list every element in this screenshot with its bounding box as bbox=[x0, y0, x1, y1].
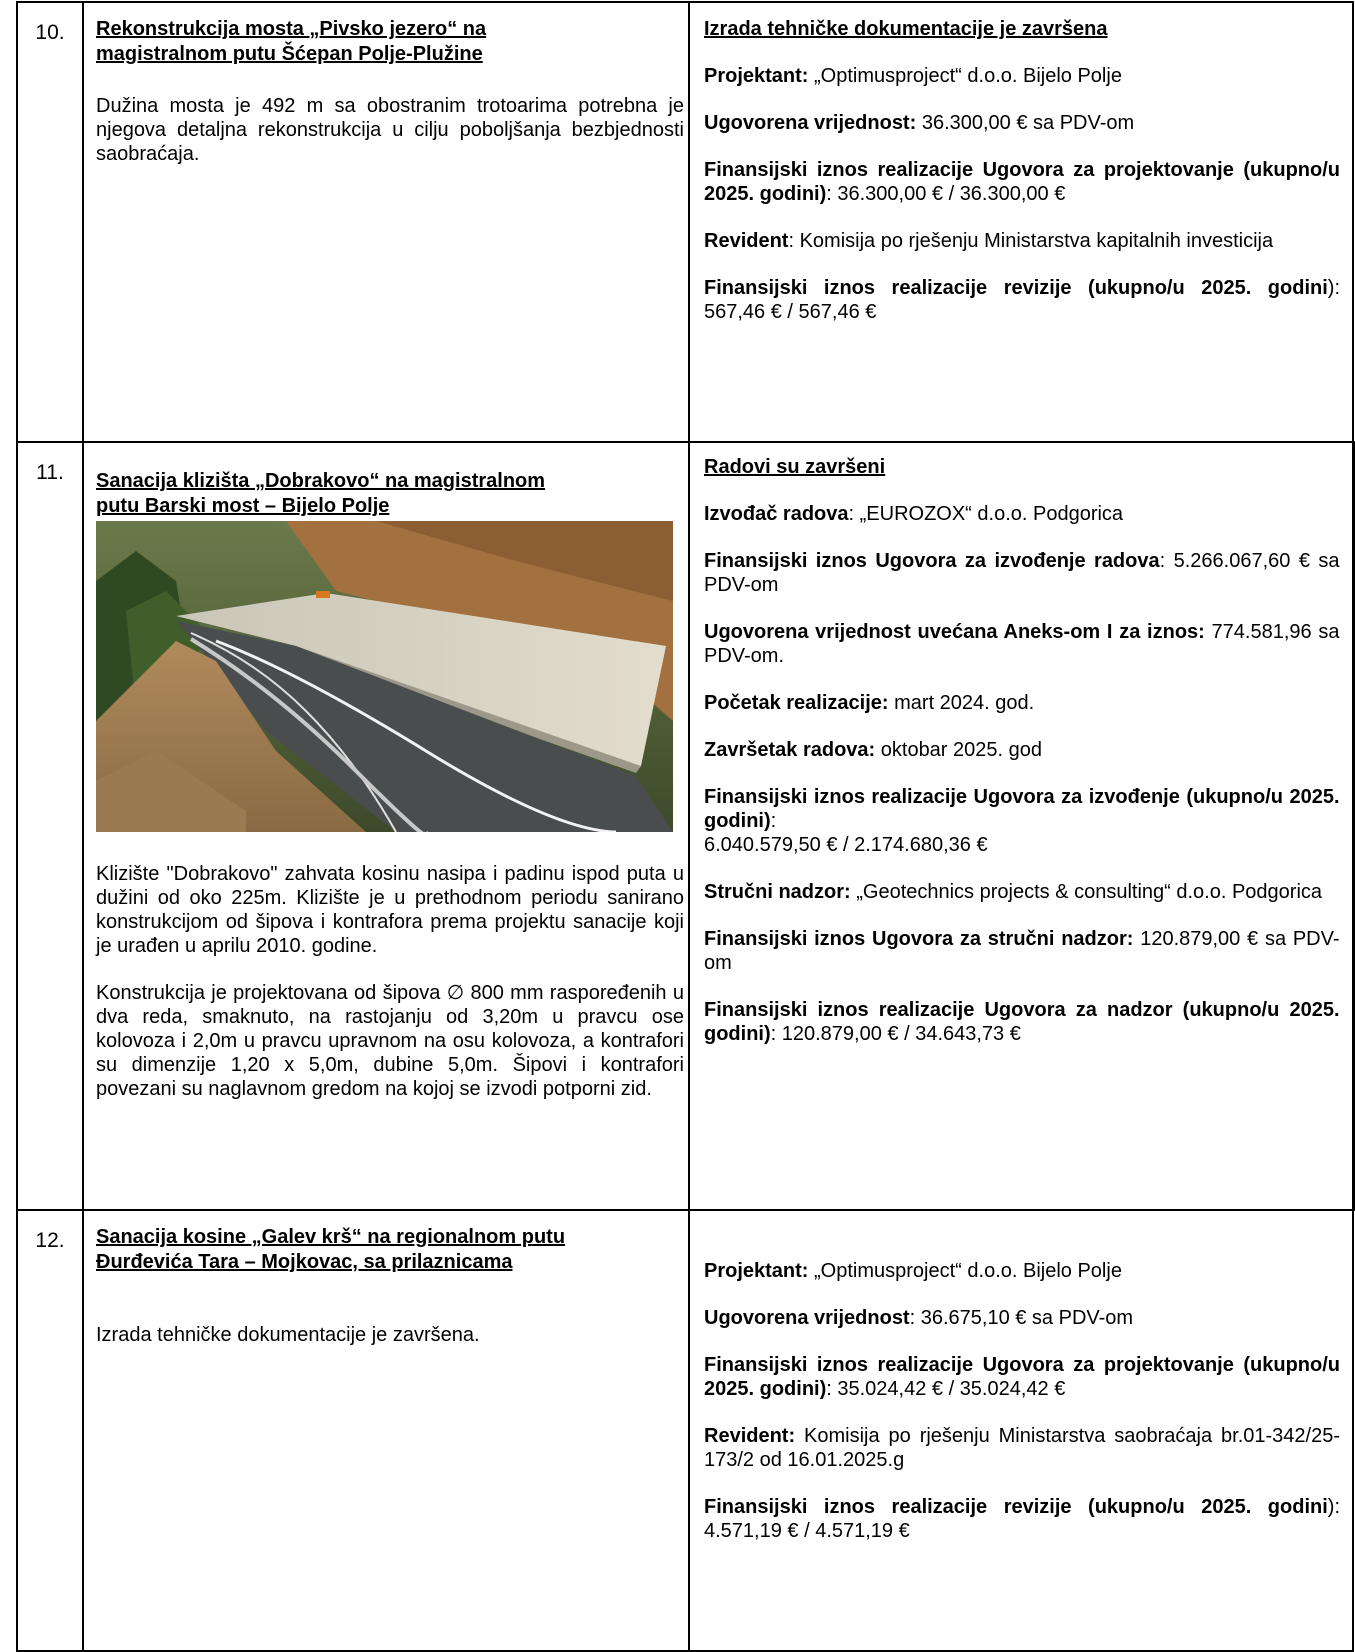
status-cell bbox=[689, 442, 1353, 1210]
field-design-financial: Finansijski iznos realizacije Ugovora za projektovanje (ukupno/u 2025. godini): 35.024,42 € / 35.024,42 € bbox=[704, 1354, 1340, 1400]
project-description: Izrada tehničke dokumentacije je završena. bbox=[96, 1324, 480, 1346]
project-cell bbox=[83, 442, 689, 1210]
project-title: Rekonstrukcija mosta „Pivsko jezero“ na bbox=[96, 18, 487, 40]
field-review-financial: Finansijski iznos realizacije revizije (ukupno/u 2025. godini): 4.571,19 € / 4.571,19 € bbox=[704, 1496, 1340, 1542]
project-title: magistralnom putu Šćepan Polje-Plužine bbox=[96, 43, 483, 65]
field-annex-value: Ugovorena vrijednost uvećana Aneks-om I za iznos: 774.581,96 sa PDV-om. bbox=[704, 621, 1340, 667]
field-contract-value: Ugovorena vrijednost: 36.675,10 € sa PDV-om bbox=[704, 1307, 1134, 1329]
table-row bbox=[17, 442, 1353, 1210]
project-description: Dužina mosta je 492 m sa obostranim trotoarima potrebna je njegova detaljna rekonstrukcija u cilju poboljšanja bezbjednosti saobraćaja. bbox=[96, 95, 684, 165]
row-number: 10. bbox=[17, 2, 83, 442]
project-title: Đurđevića Tara – Mojkovac, sa prilaznicama bbox=[96, 1251, 513, 1273]
table-row bbox=[17, 2, 1353, 442]
field-start-date: Početak realizacije: mart 2024. god. bbox=[704, 692, 1035, 714]
status-cell bbox=[689, 2, 1353, 442]
table-row bbox=[17, 1210, 1353, 1651]
field-contractor: Izvođač radova: „EUROZOX“ d.o.o. Podgorica bbox=[704, 503, 1124, 525]
field-reviewer: Revident: Komisija po rješenju Ministarstva kapitalnih investicija bbox=[704, 230, 1274, 252]
field-reviewer: Revident: Komisija po rješenju Ministarstva saobraćaja br.01-342/25-173/2 od 16.01.2025.g bbox=[704, 1425, 1340, 1471]
field-supervision: Stručni nadzor: „Geotechnics projects & consulting“ d.o.o. Podgorica bbox=[704, 881, 1323, 903]
project-title: putu Barski most – Bijelo Polje bbox=[96, 495, 390, 517]
project-title: Sanacija kosine „Galev krš“ na regionalnom putu bbox=[96, 1226, 566, 1248]
road-photo bbox=[96, 521, 673, 832]
row-number: 12. bbox=[17, 1210, 83, 1651]
project-cell bbox=[83, 2, 689, 442]
field-supervision-contract: Finansijski iznos Ugovora za stručni nadzor: 120.879,00 € sa PDV-om bbox=[704, 928, 1340, 974]
field-contract-value: Ugovorena vrijednost: 36.300,00 € sa PDV-om bbox=[704, 112, 1135, 134]
field-design-financial: Finansijski iznos realizacije Ugovora za projektovanje (ukupno/u 2025. godini): 36.300,00 € / 36.300,00 € bbox=[704, 159, 1340, 205]
field-review-financial: Finansijski iznos realizacije revizije (ukupno/u 2025. godini): 567,46 € / 567,46 € bbox=[704, 277, 1340, 323]
status-cell bbox=[689, 1210, 1353, 1651]
field-works-financial: Finansijski iznos realizacije Ugovora za izvođenje (ukupno/u 2025. godini): 6.040.579,50 € / 2.174.680,36 € bbox=[704, 786, 1340, 856]
field-end-date: Završetak radova: oktobar 2025. god bbox=[704, 739, 1042, 761]
project-cell bbox=[83, 1210, 689, 1651]
field-designer: Projektant: „Optimusproject“ d.o.o. Bijelo Polje bbox=[704, 65, 1122, 87]
project-description-construction: Konstrukcija je projektovana od šipova ∅ 800 mm raspoređenih u dva reda, smaknuto, na rastojanju od 3,20m u pravcu ose kolovoza i 2,0m u pravcu upravnom na osu kolovoza, a kontrafori su dimenzije 1,20 x 5,0m, dubine 5,0m. Šipovi i kontrafori povezani su naglavnom gredom na kojoj se izvodi potporni zid. bbox=[96, 982, 684, 1100]
status-heading: Radovi su završeni bbox=[704, 456, 886, 478]
status-heading: Izrada tehničke dokumentacije je završena bbox=[704, 18, 1108, 40]
row-number: 11. bbox=[17, 442, 83, 1210]
field-supervision-financial: Finansijski iznos realizacije Ugovora za nadzor (ukupno/u 2025. godini): 120.879,00 € / 34.643,73 € bbox=[704, 999, 1340, 1045]
project-description: Klizište "Dobrakovo" zahvata kosinu nasipa i padinu ispod puta u dužini od oko 225m. Klizište je u prethodnom periodu sanirano konstrukcijom od šipova i kontrafora prema projektu sanacije koji je urađen u aprilu 2010. godine. bbox=[96, 863, 684, 957]
field-designer: Projektant: „Optimusproject“ d.o.o. Bijelo Polje bbox=[704, 1260, 1122, 1282]
projects-table bbox=[16, 1, 1355, 1652]
field-works-contract: Finansijski iznos Ugovora za izvođenje radova: 5.266.067,60 € sa PDV-om bbox=[704, 550, 1340, 596]
project-title: Sanacija klizišta „Dobrakovo“ na magistralnom bbox=[96, 470, 546, 492]
